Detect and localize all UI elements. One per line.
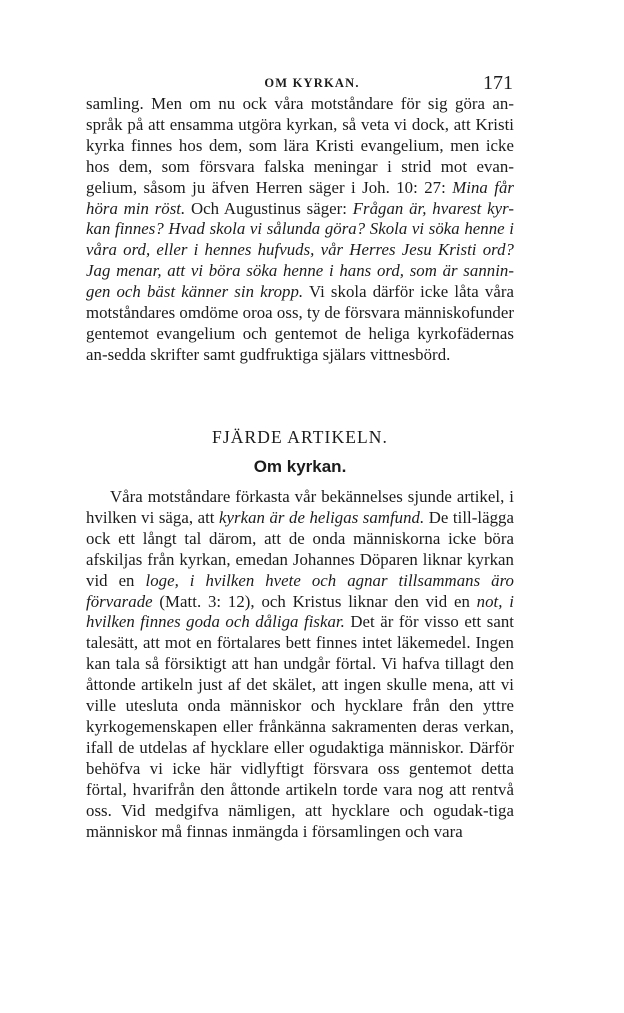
emphasis-text: kyrkan är de heligas samfund. [219, 507, 425, 527]
continued-paragraph [86, 94, 514, 366]
page-number: 171 [483, 72, 513, 94]
body-text: samling. Men om nu ock våra motståndare för sig göra an-språk på att ensamma utgöra kyrkan, så veta vi dock, att Kristi kyrka finnes hos dem, som lära Kristi evangelium, men icke hos dem, som försvara falska meningar i strid mot evan-gelium, såsom ju äfven Herren säger i Joh. 10: 27: [86, 94, 514, 197]
running-head [0, 72, 624, 96]
article-heading: FJÄRDE ARTIKELN. [212, 427, 388, 447]
body-text: Våra motståndare förkasta vår bekännelses sjunde artikel, i hvilken vi säga, att [86, 487, 514, 527]
scripture-quote: Mina får höra min röst. [86, 177, 514, 218]
emphasis-text: not, i hvilken finnes goda och dåliga fiskar. [86, 591, 514, 632]
article-paragraph [86, 487, 514, 842]
body-text: De till-lägga ock ett långt tal därom, att de onda människorna icke böra afskiljas från kyrkan, emedan Johannes Döparen liknar kyrkan vid en [86, 507, 514, 590]
augustine-quote: Frågan är, hvarest kyr-kan finnes? Hvad skola vi sålunda göra? Skola vi söka henne i våra ord, eller i hennes hufvuds, vår Herres Jesu Kristi ord? Jag menar, att vi böra söka henne i hans ord, som är sannin-gen och bäst känner sin kropp. [86, 198, 515, 302]
article-subheading: Om kyrkan. [253, 457, 347, 476]
body-text: Vi skola därför icke låta våra motståndares omdöme oroa oss, ty de försvara människofunder gentemot evangelium och gentemot de heliga kyrkofädernas an-sedda skrifter samt gudfruktiga själars vittnesbörd. [86, 282, 514, 364]
body-text: (Matt. 3: 12), och Kristus liknar den vid en [152, 591, 477, 611]
running-title: OM KYRKAN. [264, 76, 360, 90]
emphasis-text: loge, i hvilken hvete och agnar tillsammans äro förvarade [86, 570, 514, 611]
body-text: Det är för visso ett sant talesätt, att mot en förtalares bett finnes intet läkemedel. Ingen kan tala så försiktigt att han undgår förtal. Vi hafva tillagt den åttonde artikeln just af det skälet, att ingen skulle mena, att vi ville utesluta onda människor och hycklare från den yttre kyrkogemenskapen eller frånkänna sakramenten deras verkan, ifall de utdelas af hycklare eller ogudaktiga människor. Därför behöfva vi icke här vidlyftigt försvara oss gentemot detta förtal, hvarifrån den åttonde artikeln torde vara nog att rentvå oss. Vid medgifva nämligen, att hycklare och ogudak-tiga människor må finnas inmängda i församlingen och vara [86, 612, 514, 841]
body-text: Och Augustinus säger: [185, 198, 353, 218]
